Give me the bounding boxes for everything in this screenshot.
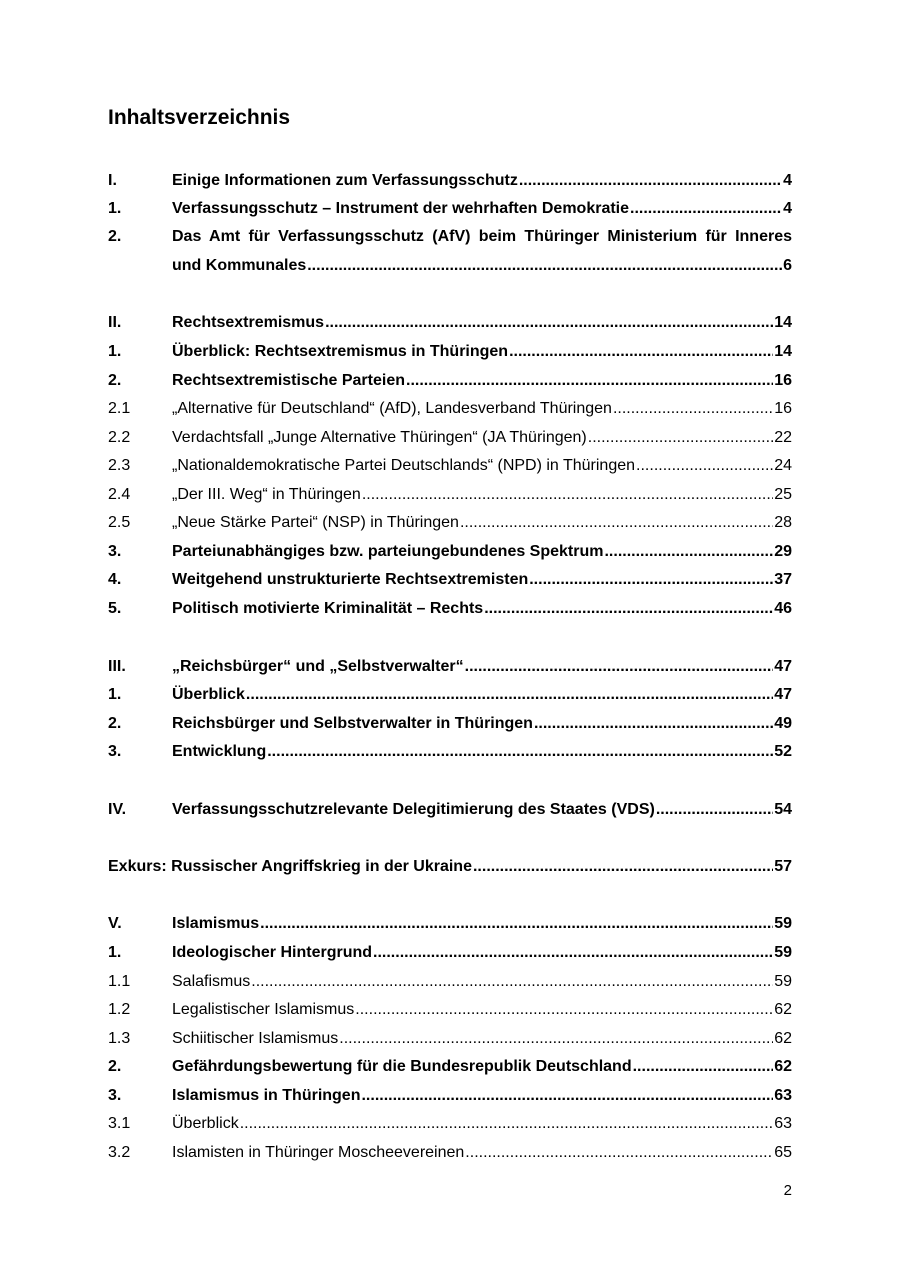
toc-number: 2.4 — [108, 486, 131, 503]
toc-entry[interactable] — [108, 1113, 792, 1135]
toc-title: „Nationaldemokratische Partei Deutschlands“ (NPD) in Thüringen — [172, 457, 636, 474]
toc-page: 22 — [774, 429, 792, 446]
leader-dots — [613, 398, 773, 420]
leader-dots — [604, 541, 773, 563]
toc-title: Islamismus — [172, 915, 260, 932]
toc-title: Exkurs: Russischer Angriffskrieg in der Ukraine — [108, 858, 472, 875]
toc-entry[interactable] — [108, 427, 792, 449]
toc-page: 4 — [783, 172, 792, 189]
toc-entry[interactable] — [108, 569, 792, 591]
toc-title: Verfassungsschutz – Instrument der wehrhaften Demokratie — [172, 200, 630, 217]
leader-dots — [373, 942, 773, 964]
toc-entry[interactable] — [108, 1056, 792, 1078]
leader-dots — [355, 999, 773, 1021]
leader-dots — [465, 1142, 773, 1164]
toc-title: Verfassungsschutzrelevante Delegitimierung des Staates (VDS) — [172, 801, 655, 818]
toc-entry[interactable] — [108, 198, 792, 220]
toc-number: 3.2 — [108, 1144, 131, 1161]
toc-title: Verdachtsfall „Junge Alternative Thüringen“ (JA Thüringen) — [172, 429, 587, 446]
toc-page: 14 — [774, 343, 792, 360]
toc-entry[interactable] — [108, 170, 792, 192]
leader-dots — [656, 799, 773, 821]
leader-dots — [465, 656, 774, 678]
toc-title: Salafismus — [172, 973, 251, 990]
toc-number: II. — [108, 314, 122, 331]
toc-page: 59 — [774, 915, 792, 932]
toc-title: Islamismus in Thüringen — [172, 1087, 361, 1104]
leader-dots — [529, 569, 773, 591]
leader-dots — [636, 455, 773, 477]
toc-entry[interactable] — [108, 598, 792, 620]
toc-page: 16 — [774, 400, 792, 417]
leader-dots — [246, 684, 773, 706]
toc-page: 6 — [783, 257, 792, 274]
toc-title: „Der III. Weg“ in Thüringen — [172, 486, 361, 503]
leader-dots — [633, 1056, 774, 1078]
toc-number: V. — [108, 915, 122, 932]
toc-title: Parteiunabhängiges bzw. parteiungebundenes Spektrum — [172, 543, 604, 560]
toc-number: 3. — [108, 543, 122, 560]
toc-number: 1.1 — [108, 973, 131, 990]
toc-number: 1. — [108, 686, 122, 703]
leader-dots — [260, 913, 773, 935]
page-number: 2 — [783, 1182, 792, 1199]
toc-number: 2.5 — [108, 514, 131, 531]
toc-page: 63 — [774, 1115, 792, 1132]
toc-entry[interactable] — [108, 1085, 792, 1107]
toc-page: 57 — [774, 858, 792, 875]
toc-entry[interactable] — [108, 684, 792, 706]
toc-number: 2. — [108, 228, 122, 245]
toc-entry[interactable] — [108, 370, 792, 392]
toc-entry[interactable] — [108, 398, 792, 420]
leader-dots — [534, 713, 773, 735]
toc-title: Rechtsextremistische Parteien — [172, 372, 405, 389]
toc-page: 16 — [774, 372, 792, 389]
leader-dots — [588, 427, 773, 449]
toc-entry[interactable] — [108, 713, 792, 735]
leader-dots — [339, 1028, 773, 1050]
toc-title: Einige Informationen zum Verfassungsschutz — [172, 172, 518, 189]
toc-entry-continuation[interactable] — [108, 255, 792, 277]
toc-entry[interactable] — [108, 1028, 792, 1050]
toc-entry[interactable] — [108, 999, 792, 1021]
toc-number: IV. — [108, 801, 127, 818]
toc-heading: Inhaltsverzeichnis — [108, 106, 291, 129]
leader-dots — [460, 512, 773, 534]
toc-page: 46 — [774, 600, 792, 617]
toc-page: 37 — [774, 571, 792, 588]
toc-title: Reichsbürger und Selbstverwalter in Thüringen — [172, 715, 533, 732]
toc-title: Gefährdungsbewertung für die Bundesrepublik Deutschland — [172, 1058, 632, 1075]
leader-dots — [484, 598, 773, 620]
toc-entry[interactable] — [108, 656, 792, 678]
leader-dots — [325, 312, 773, 334]
toc-entry[interactable] — [108, 341, 792, 363]
toc-number: 2.2 — [108, 429, 131, 446]
toc-title: „Reichsbürger“ und „Selbstverwalter“ — [172, 658, 464, 675]
leader-dots — [240, 1113, 774, 1135]
toc-page: 59 — [774, 973, 792, 990]
toc-entry[interactable] — [108, 942, 792, 964]
toc-title: Überblick — [172, 1115, 239, 1132]
toc-number: 1. — [108, 343, 122, 360]
toc-title: Legalistischer Islamismus — [172, 1001, 355, 1018]
toc-number: I. — [108, 172, 117, 189]
toc-entry[interactable] — [108, 226, 792, 248]
toc-number: 2. — [108, 372, 122, 389]
toc-title: Schiitischer Islamismus — [172, 1030, 339, 1047]
toc-page: 54 — [774, 801, 792, 818]
toc-page: 29 — [774, 543, 792, 560]
toc-title: Entwicklung — [172, 743, 267, 760]
toc-page: 47 — [774, 686, 792, 703]
toc-title: Ideologischer Hintergrund — [172, 944, 373, 961]
toc-number: 4. — [108, 571, 122, 588]
toc-title: Politisch motivierte Kriminalität – Rechts — [172, 600, 484, 617]
toc-entry[interactable] — [108, 312, 792, 334]
toc-number: 2. — [108, 715, 122, 732]
toc-entry[interactable] — [108, 512, 792, 534]
leader-dots — [251, 971, 773, 993]
toc-page: 28 — [774, 514, 792, 531]
toc-number: 1. — [108, 200, 122, 217]
toc-title: und Kommunales — [172, 257, 307, 274]
toc-number: 3. — [108, 743, 122, 760]
leader-dots — [406, 370, 773, 392]
toc-page: 59 — [774, 944, 792, 961]
toc-page: 52 — [774, 743, 792, 760]
toc-page: 62 — [774, 1001, 792, 1018]
leader-dots — [473, 856, 773, 878]
toc-entry[interactable] — [108, 799, 792, 821]
toc-page: 49 — [774, 715, 792, 732]
leader-dots — [519, 170, 782, 192]
toc-entry[interactable] — [108, 913, 792, 935]
toc-entry[interactable] — [108, 741, 792, 763]
toc-entry-excursion[interactable] — [108, 856, 792, 878]
toc-number: 3.1 — [108, 1115, 131, 1132]
toc-number: 3. — [108, 1087, 122, 1104]
toc-entry[interactable] — [108, 455, 792, 477]
toc-title: Überblick: Rechtsextremismus in Thüringen — [172, 343, 509, 360]
leader-dots — [307, 255, 782, 277]
toc-number: 2.3 — [108, 457, 131, 474]
leader-dots — [630, 198, 782, 220]
toc-title: Rechtsextremismus — [172, 314, 325, 331]
toc-title: „Alternative für Deutschland“ (AfD), Landesverband Thüringen — [172, 400, 612, 417]
toc-number: 1.2 — [108, 1001, 131, 1018]
toc-page: 63 — [774, 1087, 792, 1104]
toc-page: 24 — [774, 457, 792, 474]
toc-title: Überblick — [172, 686, 245, 703]
toc-title: „Neue Stärke Partei“ (NSP) in Thüringen — [172, 514, 459, 531]
leader-dots — [361, 1085, 773, 1107]
toc-entry[interactable] — [108, 484, 792, 506]
leader-dots — [362, 484, 773, 506]
toc-entry[interactable] — [108, 971, 792, 993]
toc-page: 62 — [774, 1030, 792, 1047]
toc-title-line1: Das Amt für Verfassungsschutz (AfV) beim Thüringer Ministerium für Inneres — [172, 228, 792, 245]
toc-number: 2.1 — [108, 400, 131, 417]
toc-page: 4 — [783, 200, 792, 217]
leader-dots — [267, 741, 773, 763]
toc-number: 1.3 — [108, 1030, 131, 1047]
toc-page: 14 — [774, 314, 792, 331]
toc-entry[interactable] — [108, 541, 792, 563]
toc-number: 2. — [108, 1058, 122, 1075]
toc-number: 5. — [108, 600, 122, 617]
toc-page: 47 — [774, 658, 792, 675]
toc-entry[interactable] — [108, 1142, 792, 1164]
toc-title: Weitgehend unstrukturierte Rechtsextremisten — [172, 571, 529, 588]
toc-page: 62 — [774, 1058, 792, 1075]
toc-number: III. — [108, 658, 126, 675]
toc-number: 1. — [108, 944, 122, 961]
toc-title: Islamisten in Thüringer Moscheevereinen — [172, 1144, 465, 1161]
leader-dots — [509, 341, 773, 363]
toc-page: 25 — [774, 486, 792, 503]
toc-page: 65 — [774, 1144, 792, 1161]
